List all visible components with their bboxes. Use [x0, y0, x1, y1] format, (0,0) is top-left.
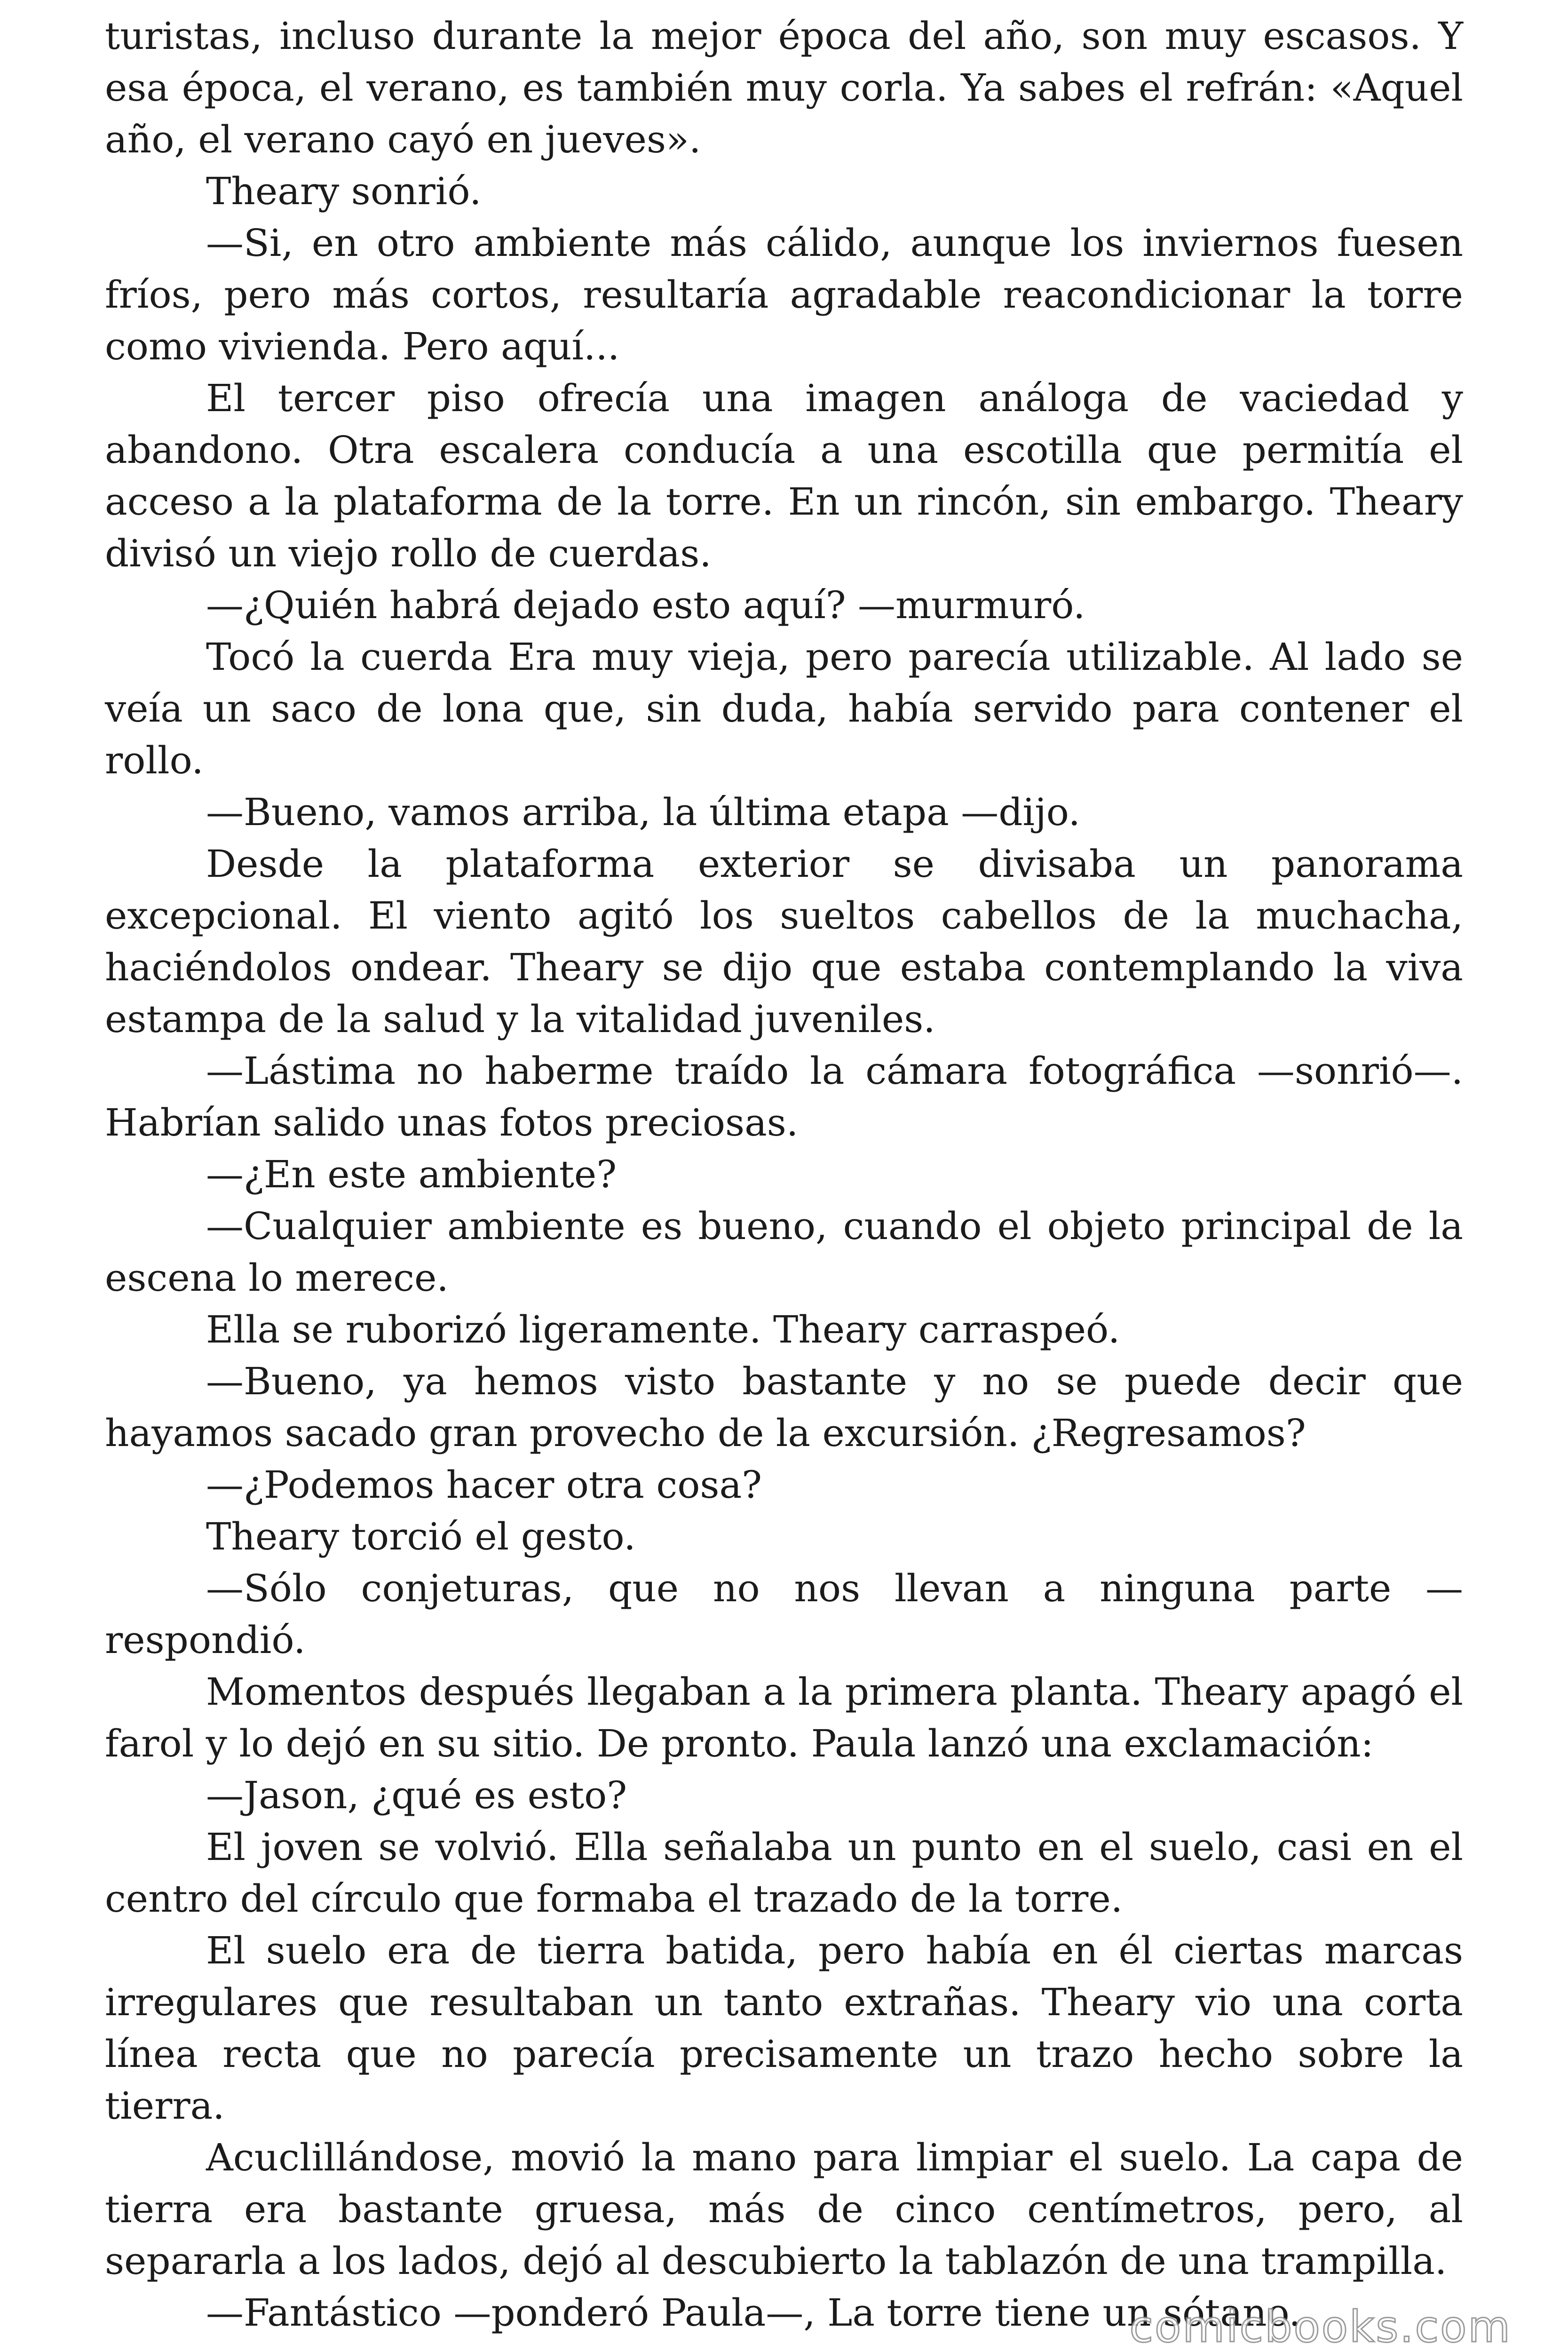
paragraph: —Cualquier ambiente es bueno, cuando el objeto principal de la escena lo merece.: [105, 1204, 1463, 1300]
paragraph: —Bueno, vamos arriba, la última etapa —dijo.: [206, 790, 1080, 834]
paragraph: Theary torció el gesto.: [206, 1515, 636, 1558]
paragraph: Ella se ruborizó ligeramente. Theary carraspeó.: [206, 1308, 1120, 1351]
paragraph: Momentos después llegaban a la primera planta. Theary apagó el farol y lo dejó en su sitio. De pronto. Paula lanzó una exclamación:: [105, 1670, 1463, 1765]
paragraph: Desde la plataforma exterior se divisaba un panorama excepcional. El viento agitó los sueltos cabellos de la muchacha, haciéndolos ondear. Theary se dijo que estaba contemplando la viva estampa de la salud y la vitalidad juveniles.: [105, 842, 1463, 1041]
paragraph: Theary sonrió.: [206, 169, 482, 213]
paragraph: Acuclillándose, movió la mano para limpiar el suelo. La capa de tierra era bastante gruesa, más de cinco centímetros, pero, al separarla a los lados, dejó al descubierto la tablazón de una trampilla.: [105, 2136, 1463, 2283]
paragraph: —Si, en otro ambiente más cálido, aunque los inviernos fuesen fríos, pero más cortos, resultaría agradable reacondicionar la torre como vivienda. Pero aquí...: [105, 221, 1463, 368]
paragraph: Tocó la cuerda Era muy vieja, pero parecía utilizable. Al lado se veía un saco de lona que, sin duda, había servido para contener el rollo.: [105, 635, 1463, 782]
paragraph: —Lástima no haberme traído la cámara fotográfica —sonrió—. Habrían salido unas fotos preciosas.: [105, 1049, 1463, 1144]
paragraph: —¿Podemos hacer otra cosa?: [206, 1463, 762, 1507]
document-page: [105, 10, 1463, 2339]
paragraph: —Bueno, ya hemos visto bastante y no se puede decir que hayamos sacado gran provecho de la excursión. ¿Regresamos?: [105, 1359, 1463, 1455]
paragraph: —Fantástico —ponderó Paula—, La torre tiene un sótano.: [206, 2291, 1301, 2335]
paragraph: —Sólo conjeturas, que no nos llevan a ninguna parte — respondió.: [105, 1566, 1463, 1662]
watermark-logo: comicbooks.com: [1129, 2302, 1512, 2352]
paragraph: —¿En este ambiente?: [206, 1152, 617, 1196]
paragraph-continuation: turistas, incluso durante la mejor época del año, son muy escasos. Y esa época, el verano, es también muy corla. Ya sabes el refrán: «Aquel año, el verano cayó en jueves».: [105, 14, 1463, 161]
paragraph: —¿Quién habrá dejado esto aquí? —murmuró.: [206, 583, 1085, 627]
paragraph: El tercer piso ofrecía una imagen análoga de vaciedad y abandono. Otra escalera conducía a una escotilla que permitía el acceso a la plataforma de la torre. En un rincón, sin embargo. Theary divisó un viejo rollo de cuerdas.: [105, 376, 1463, 575]
paragraph: El suelo era de tierra batida, pero había en él ciertas marcas irregulares que resultaban un tanto extrañas. Theary vio una corta línea recta que no parecía precisamente un trazo hecho sobre la tierra.: [105, 1929, 1463, 2128]
paragraph: —Jason, ¿qué es esto?: [206, 1773, 627, 1817]
paragraph: El joven se volvió. Ella señalaba un punto en el suelo, casi en el centro del círculo que formaba el trazado de la torre.: [105, 1825, 1463, 1921]
